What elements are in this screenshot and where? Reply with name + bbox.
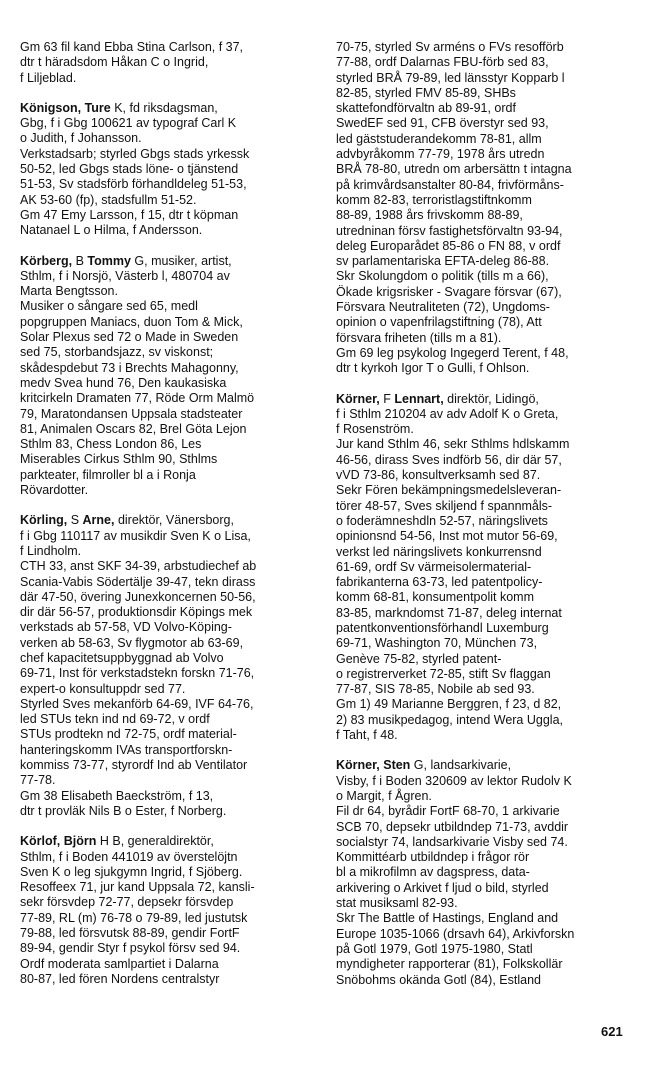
text-span: F xyxy=(379,391,395,406)
text-span: Gbg, f i Gbg 100621 av typograf Carl K xyxy=(20,116,237,131)
text-line xyxy=(336,392,642,407)
text-line xyxy=(20,223,326,238)
text-span: S xyxy=(67,513,83,528)
text-line xyxy=(336,881,642,896)
text-span: Sthlm, f i Boden 441019 av överstelöjtn xyxy=(20,849,238,864)
text-line xyxy=(20,682,326,697)
text-span: o Margit, f Ågren. xyxy=(336,788,432,803)
text-line xyxy=(336,269,642,284)
text-span: o Judith, f Johansson. xyxy=(20,131,142,146)
text-line xyxy=(20,422,326,437)
text-span: på krimvårdsanstalter 80-84, frivförmåns- xyxy=(336,177,564,192)
text-line xyxy=(336,804,642,819)
text-span: Sthlm, f i Norsjö, Västerb l, 480704 av xyxy=(20,268,230,283)
bold-name: Körner, Sten xyxy=(336,758,411,773)
text-span: skattefondförvaltn ab 89-91, ordf xyxy=(336,101,516,116)
text-span: o foderämneshdln 52-57, näringslivets xyxy=(336,513,548,528)
text-line xyxy=(20,575,326,590)
text-line xyxy=(336,483,642,498)
text-span: Kommittéarb utbildndep i frågor rör xyxy=(336,850,530,865)
text-line xyxy=(336,300,642,315)
text-line xyxy=(20,895,326,910)
text-line xyxy=(20,559,326,574)
text-line xyxy=(20,758,326,773)
text-line xyxy=(20,789,326,804)
text-line xyxy=(20,55,326,70)
text-span: törer 48-57, Sves skiljend f spannmåls- xyxy=(336,498,553,513)
text-line xyxy=(336,896,642,911)
text-span: medv Svea hund 76, Den kaukasiska xyxy=(20,375,227,390)
text-line xyxy=(20,911,326,926)
text-line xyxy=(20,590,326,605)
text-line xyxy=(20,208,326,223)
text-span: SCB 70, depsekr utbildndep 71-73, avddir xyxy=(336,819,569,834)
text-span: parkteater, filmroller bl a i Ronja xyxy=(20,467,196,482)
text-span: Verkstadsarb; styrled Gbgs stads yrkessk xyxy=(20,146,250,161)
text-line xyxy=(20,666,326,681)
text-span: utredninan försv fastighetsförvaltn 93-94, xyxy=(336,223,563,238)
bold-name: Björn xyxy=(63,834,97,849)
text-span: dtr t häradsdom Håkan C o Ingrid, xyxy=(20,55,209,70)
text-line xyxy=(20,193,326,208)
text-line xyxy=(336,713,642,728)
text-span: SwedEF sed 91, CFB överstyr sed 93, xyxy=(336,116,549,131)
text-span: Sthlm 83, Chess London 86, Les xyxy=(20,437,202,452)
text-line xyxy=(20,254,326,269)
text-line xyxy=(336,346,642,361)
text-span: 80-87, led fören Nordens centralstyr xyxy=(20,971,220,986)
text-line xyxy=(20,131,326,146)
text-span: Ökade krigsrisker - Svagare försvar (67), xyxy=(336,284,562,299)
text-span: på Gotl 1979, Gotl 1975-1980, Statl xyxy=(336,941,533,956)
text-line xyxy=(336,101,642,116)
text-line xyxy=(336,315,642,330)
text-span: popgruppen Maniacs, duon Tom & Mick, xyxy=(20,314,243,329)
bold-name: Lennart, xyxy=(394,391,444,406)
text-line xyxy=(336,162,642,177)
text-line xyxy=(336,789,642,804)
text-line xyxy=(336,728,642,743)
text-line xyxy=(336,239,642,254)
text-line xyxy=(336,545,642,560)
page-number: 621 xyxy=(601,1024,623,1039)
text-span: Europe 1035-1066 (drsavh 64), Arkivforskn xyxy=(336,926,575,941)
text-line xyxy=(336,911,642,926)
text-line xyxy=(20,513,326,528)
text-span: 69-71, Inst för verkstadstekn forskn 71-76, xyxy=(20,666,255,681)
text-line xyxy=(336,285,642,300)
text-span: Styrled Sves mekanförb 64-69, IVF 64-76, xyxy=(20,696,254,711)
text-line xyxy=(336,407,642,422)
text-line xyxy=(20,926,326,941)
text-line xyxy=(336,132,642,147)
text-span: Genève 75-82, styrled patent- xyxy=(336,651,502,666)
text-span: G, landsarkivarie, xyxy=(410,758,512,773)
text-span: Gm 47 Emy Larsson, f 15, dtr t köpman xyxy=(20,207,239,222)
text-span: f Lindholm. xyxy=(20,543,82,558)
text-span: fabrikanterna 63-73, led patentpolicy- xyxy=(336,575,543,590)
text-line xyxy=(336,636,642,651)
text-span: Rövardotter. xyxy=(20,483,89,498)
text-line xyxy=(20,299,326,314)
text-span: o registrerverket 72-85, stift Sv flaggan xyxy=(336,666,551,681)
biography-entry xyxy=(20,254,326,499)
text-line xyxy=(20,147,326,162)
text-line xyxy=(20,865,326,880)
text-line xyxy=(336,590,642,605)
text-span: Gm 38 Elisabeth Baeckström, f 13, xyxy=(20,788,214,803)
text-span: stat musiksaml 82-93. xyxy=(336,896,458,911)
text-span: 81, Animalen Oscars 82, Brel Göta Lejon xyxy=(20,421,247,436)
text-span: hanteringskomm IVAs transportforskn- xyxy=(20,742,233,757)
text-span: komm 82-83, terroristlagstiftnkomm xyxy=(336,192,532,207)
text-line xyxy=(336,422,642,437)
text-line xyxy=(336,621,642,636)
text-line xyxy=(336,254,642,269)
text-line xyxy=(336,208,642,223)
text-line xyxy=(336,55,642,70)
text-span: 77-89, RL (m) 76-78 o 79-89, led justutsk xyxy=(20,910,248,925)
text-span: STUs prodtekn nd 72-75, ordf material- xyxy=(20,727,237,742)
text-span: arkivering o Arkivet f ljud o bild, styrled xyxy=(336,880,549,895)
text-line xyxy=(20,315,326,330)
text-line xyxy=(20,651,326,666)
text-span: bl a mikrofilmn av dagspress, data- xyxy=(336,865,530,880)
text-span: Snöbohms okända Gotl (84), Estland xyxy=(336,972,541,987)
text-line xyxy=(20,972,326,987)
text-span: Sven K o leg sjukgymn Ingrid, f Sjöberg. xyxy=(20,864,243,879)
text-span: Resoffeex 71, jur kand Uppsala 72, kansli- xyxy=(20,880,255,895)
text-line xyxy=(336,820,642,835)
text-span: Jur kand Sthlm 46, sekr Sthlms hdlskamm xyxy=(336,437,570,452)
text-span: sv parlamentariska EFTA-deleg 86-88. xyxy=(336,254,550,269)
text-span: Skr Skolungdom o politik (tills m a 66), xyxy=(336,269,549,284)
text-span: f i Sthlm 210204 av adv Adolf K o Greta, xyxy=(336,406,559,421)
text-span: Solar Plexus sed 72 o Made in Sweden xyxy=(20,330,239,345)
text-span: försvara friheten (tills m a 81). xyxy=(336,330,502,345)
text-span: Miserables Cirkus Sthlm 90, Sthlms xyxy=(20,452,218,467)
text-span: myndigheter rapporterar (81), Folkskollär xyxy=(336,957,563,972)
text-span: 46-56, dirass Sves indförb 56, dir där 57, xyxy=(336,452,562,467)
text-line xyxy=(336,774,642,789)
text-span: 89-94, gendir Styr f psykol försv sed 94. xyxy=(20,941,241,956)
text-span: direktör, Vänersborg, xyxy=(114,513,234,528)
text-line xyxy=(336,193,642,208)
text-span: dtr t kyrkoh Igor T o Gulli, f Ohlson. xyxy=(336,361,530,376)
text-span: sekr försvdep 72-77, depsekr försvdep xyxy=(20,895,234,910)
text-span: f i Gbg 110117 av musikdir Sven K o Lisa, xyxy=(20,528,251,543)
bold-name: Arne, xyxy=(82,513,115,528)
text-span: verkstads ab 57-58, VD Volvo-Köping- xyxy=(20,620,232,635)
text-span: Gm 1) 49 Marianne Berggren, f 23, d 82, xyxy=(336,697,562,712)
text-line xyxy=(336,682,642,697)
text-line xyxy=(336,453,642,468)
text-span: kommiss 73-77, styrordf Ind ab Ventilator xyxy=(20,758,248,773)
text-line xyxy=(336,147,642,162)
text-span: där 47-50, övering Junexkoncernen 50-56, xyxy=(20,589,256,604)
text-span: Scania-Vabis Södertälje 39-47, tekn dirass xyxy=(20,574,256,589)
text-line xyxy=(20,773,326,788)
text-span: opinion o vapenfrilagstiftning (78), Att xyxy=(336,315,542,330)
text-span: G, musiker, artist, xyxy=(130,253,232,268)
text-line xyxy=(20,941,326,956)
text-span: 70-75, styrled Sv arméns o FVs resofförb xyxy=(336,40,564,54)
text-line xyxy=(20,345,326,360)
biography-entry xyxy=(336,392,642,744)
text-line xyxy=(336,86,642,101)
text-line xyxy=(336,850,642,865)
biography-entry xyxy=(20,513,326,819)
text-line xyxy=(20,407,326,422)
text-line xyxy=(20,727,326,742)
text-span: 2) 83 musikpedagog, intend Wera Uggla, xyxy=(336,712,563,727)
text-span: f Taht, f 48. xyxy=(336,728,398,743)
text-line xyxy=(336,116,642,131)
text-span: deleg Europarådet 85-86 o FN 88, v ordf xyxy=(336,238,561,253)
biography-entry xyxy=(20,834,326,987)
text-span: 79-88, led försvutsk 88-89, gendir FortF xyxy=(20,926,240,941)
text-line xyxy=(20,391,326,406)
bold-name: Königson, Ture xyxy=(20,100,111,115)
text-span: f Liljeblad. xyxy=(20,70,77,85)
text-span: dir där 56-57, produktionsdir Köpings mek xyxy=(20,605,253,620)
text-span: 88-89, 1988 års frivskomm 88-89, xyxy=(336,208,523,223)
text-span: 69-71, Washington 70, München 73, xyxy=(336,636,538,651)
text-span: socialstyr 74, landsarkivarie Visby sed 74. xyxy=(336,834,568,849)
text-span: skådespdebut 73 i Brechts Mahagonny, xyxy=(20,360,239,375)
text-line xyxy=(20,376,326,391)
text-line xyxy=(336,71,642,86)
text-span: patentkonventionsförhandl Luxemburg xyxy=(336,620,549,635)
text-line xyxy=(336,361,642,376)
text-span: led gäststuderandekomm 78-81, allm xyxy=(336,131,542,146)
text-span: 77-87, SIS 78-85, Nobile ab sed 93. xyxy=(336,682,535,697)
bold-name: Körberg, xyxy=(20,253,73,268)
text-line xyxy=(20,743,326,758)
text-line xyxy=(20,40,326,55)
text-line xyxy=(336,575,642,590)
text-span: Natanael L o Hilma, f Andersson. xyxy=(20,223,203,238)
text-line xyxy=(20,620,326,635)
text-line xyxy=(336,667,642,682)
text-span: Visby, f i Boden 320609 av lektor Rudolv K xyxy=(336,773,572,788)
text-line xyxy=(336,514,642,529)
text-line xyxy=(20,101,326,116)
text-span: verkst led näringslivets konkurrensnd xyxy=(336,544,542,559)
text-line xyxy=(336,468,642,483)
text-line xyxy=(336,835,642,850)
text-line xyxy=(336,927,642,942)
text-line xyxy=(20,605,326,620)
biography-entry xyxy=(20,101,326,239)
text-span: B xyxy=(72,253,88,268)
text-line xyxy=(20,284,326,299)
text-span: Fil dr 64, byrådir FortF 68-70, 1 arkivarie xyxy=(336,804,560,819)
text-span: 51-53, Sv stadsförb förhandldeleg 51-53, xyxy=(20,177,247,192)
text-span: CTH 33, anst SKF 34-39, arbstudiechef ab xyxy=(20,559,257,574)
text-line xyxy=(20,468,326,483)
text-line xyxy=(336,499,642,514)
text-span: Gm 69 leg psykolog Ingegerd Terent, f 48, xyxy=(336,345,569,360)
biography-entry xyxy=(20,40,326,86)
text-line xyxy=(336,224,642,239)
text-line xyxy=(336,331,642,346)
text-span: 61-69, ordf Sv värmeisolermaterial- xyxy=(336,559,532,574)
text-span: 82-85, styrled FMV 85-89, SHBs xyxy=(336,85,516,100)
left-column xyxy=(20,40,326,1002)
bold-name: Körling, xyxy=(20,513,68,528)
text-line xyxy=(20,850,326,865)
text-span: BRÅ 78-80, utredn om arbersättn t intagna xyxy=(336,162,572,177)
text-span: verken ab 58-63, Sv flygmotor ab 63-69, xyxy=(20,635,244,650)
text-span: Marta Bengtsson. xyxy=(20,284,118,299)
text-span: komm 68-81, konsumentpolit komm xyxy=(336,590,534,605)
text-span: styrled BRÅ 79-89, led länsstyr Kopparb l xyxy=(336,70,565,85)
right-column xyxy=(336,40,642,1003)
text-line xyxy=(20,880,326,895)
biography-entry xyxy=(336,40,642,377)
text-span: kritcirkeln Dramaten 77, Röde Orm Malmö xyxy=(20,391,255,406)
text-span: Musiker o sångare sed 65, medl xyxy=(20,299,198,314)
bold-name: Körner, xyxy=(336,391,380,406)
text-span: AK 53-60 (fp), stadsfullm 51-52. xyxy=(20,192,197,207)
text-span: expert-o konsultuppdr sed 77. xyxy=(20,681,186,696)
text-line xyxy=(20,636,326,651)
text-span: Sekr Fören bekämpningsmedelsleveran- xyxy=(336,483,562,498)
text-line xyxy=(20,162,326,177)
text-line xyxy=(336,973,642,988)
text-line xyxy=(336,437,642,452)
text-line xyxy=(20,452,326,467)
text-line xyxy=(20,361,326,376)
text-line xyxy=(336,606,642,621)
text-span: 50-52, led Gbgs stads löne- o tjänstend xyxy=(20,162,239,177)
text-span: 77-88, ordf Dalarnas FBU-förb sed 83, xyxy=(336,55,549,70)
text-line xyxy=(20,177,326,192)
text-line xyxy=(336,957,642,972)
text-span: led STUs tekn ind nd 69-72, v ordf xyxy=(20,712,210,727)
text-line xyxy=(336,529,642,544)
text-line xyxy=(20,269,326,284)
text-span: chef kapacitetsuppbyggnad ab Volvo xyxy=(20,650,224,665)
text-span: Skr The Battle of Hastings, England and xyxy=(336,911,559,926)
text-line xyxy=(20,957,326,972)
text-span: K, fd riksdagsman, xyxy=(110,100,218,115)
text-line xyxy=(20,712,326,727)
text-line xyxy=(336,758,642,773)
biography-entry xyxy=(336,758,642,987)
text-span: sed 75, storbandsjazz, sv viskonst; xyxy=(20,345,214,360)
text-span: direktör, Lidingö, xyxy=(443,391,539,406)
text-span: H B, generaldirektör, xyxy=(96,834,214,849)
text-span: opinionsnd 54-56, Inst mot mutor 56-69, xyxy=(336,529,558,544)
text-line xyxy=(20,116,326,131)
text-line xyxy=(20,437,326,452)
text-line xyxy=(336,865,642,880)
text-span: advbyråkomm 77-79, 1978 års utredn xyxy=(336,147,545,162)
text-line xyxy=(336,560,642,575)
text-line xyxy=(336,178,642,193)
text-line xyxy=(20,804,326,819)
text-span: 83-85, markndomst 71-87, deleg internat xyxy=(336,605,562,620)
text-span: f Rosenström. xyxy=(336,422,414,437)
text-line xyxy=(20,330,326,345)
text-line xyxy=(20,697,326,712)
text-line xyxy=(20,529,326,544)
text-line xyxy=(20,544,326,559)
text-span: Försvara Neutraliteten (72), Ungdoms- xyxy=(336,300,550,315)
text-line xyxy=(336,652,642,667)
text-line xyxy=(336,697,642,712)
text-span: 79, Maratondansen Uppsala stadsteater xyxy=(20,406,243,421)
text-span: 77-78. xyxy=(20,773,56,788)
text-line xyxy=(336,942,642,957)
text-span: vVD 73-86, konsultverksamh sed 87. xyxy=(336,468,541,483)
text-span: Ordf moderata samlpartiet i Dalarna xyxy=(20,956,219,971)
bold-name: Tommy xyxy=(87,253,131,268)
text-line xyxy=(20,483,326,498)
text-span: dtr t provläk Nils B o Ester, f Norberg. xyxy=(20,803,227,818)
text-line xyxy=(20,71,326,86)
text-line xyxy=(20,834,326,849)
text-line xyxy=(336,40,642,55)
text-span: Gm 63 fil kand Ebba Stina Carlson, f 37, xyxy=(20,40,244,54)
bold-name: Körlof, xyxy=(20,834,61,849)
